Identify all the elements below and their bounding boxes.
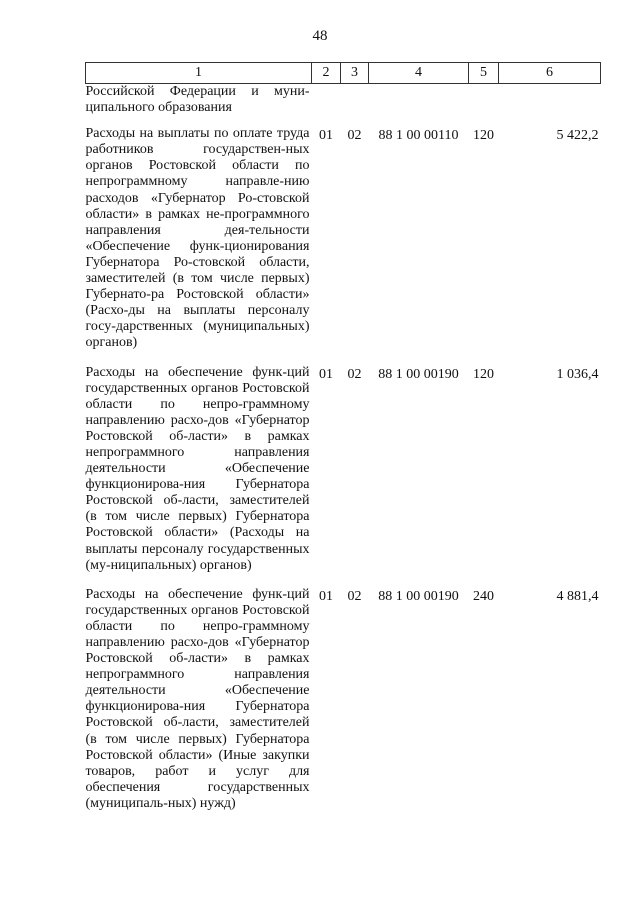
row-section: 01: [319, 366, 333, 382]
table-row: [86, 126, 601, 364]
row-description: Расходы на обеспечение функ-ций государственных органов Ростовской области по непро-граммному направлению расхо-дов «Губернатор Ростовской об-ласти» в рамках непрограммного направления деятельности «Обеспечение функционирова-ния Губернатора Ростовской об-ласти, заместителей (в том числе первых) Губернатора Ростовской области» (Иные закупки товаров, работ и услуг для обеспечения государственных (муниципаль-ных) нужд): [85, 586, 310, 811]
row-description: Расходы на обеспечение функ-ций государственных органов Ростовской области по непро-граммному направлению расхо-дов «Губернатор Ростовской об-ласти» в рамках непрограммного направления деятельности «Обеспечение функционирова-ния Губернатора Ростовской об-ласти, заместителей (в том числе первых) Губернатора Ростовской области» (Расходы на выплаты персоналу государственных (му-ниципальных) органов): [85, 364, 310, 573]
page-number: 48: [312, 28, 328, 44]
row-target-article: 88 1 00 00190: [378, 588, 459, 604]
column-header-2: 2: [312, 63, 341, 84]
column-header-4: 4: [369, 63, 469, 84]
row-target-article: 88 1 00 00190: [378, 366, 459, 382]
row-expense-type: 120: [473, 128, 494, 144]
row-expense-type: 240: [473, 588, 494, 604]
row-subsection: 02: [347, 588, 362, 604]
row-section: 01: [319, 588, 333, 604]
row-subsection: 02: [347, 366, 362, 382]
table-row: [86, 587, 601, 812]
row-amount: 4 881,4: [556, 588, 599, 604]
column-header-1: 1: [86, 63, 312, 84]
column-header-6: 6: [499, 63, 601, 84]
row-subsection: 02: [347, 128, 362, 144]
table-row: [86, 365, 601, 587]
row-description: Расходы на выплаты по оплате труда работников государствен-ных органов Ростовской области по непрограммному направле-нию расходов «Губернатор Ро-стовской области» в рамках не-программного направления дея-тельности «Обеспечение функ-ционирования Губернатора Ро-стовской области, заместителей (в том числе первых) Губернато-ра Ростовской области» (Расхо-ды на выплаты персоналу госу-дарственных (муниципальных) органов): [85, 126, 310, 351]
header-row: [86, 63, 601, 84]
row-section: 01: [319, 128, 333, 144]
column-header-5: 5: [469, 63, 499, 84]
row-expense-type: 120: [473, 366, 494, 382]
row-amount: 5 422,2: [556, 128, 599, 144]
row-target-article: 88 1 00 00110: [378, 128, 459, 144]
table-row-continuation: [86, 84, 601, 127]
column-header-3: 3: [341, 63, 369, 84]
row-amount: 1 036,4: [556, 366, 599, 382]
continuation-text: Российской Федерации и муни-ципального образования: [85, 84, 310, 116]
budget-table: [85, 62, 601, 812]
